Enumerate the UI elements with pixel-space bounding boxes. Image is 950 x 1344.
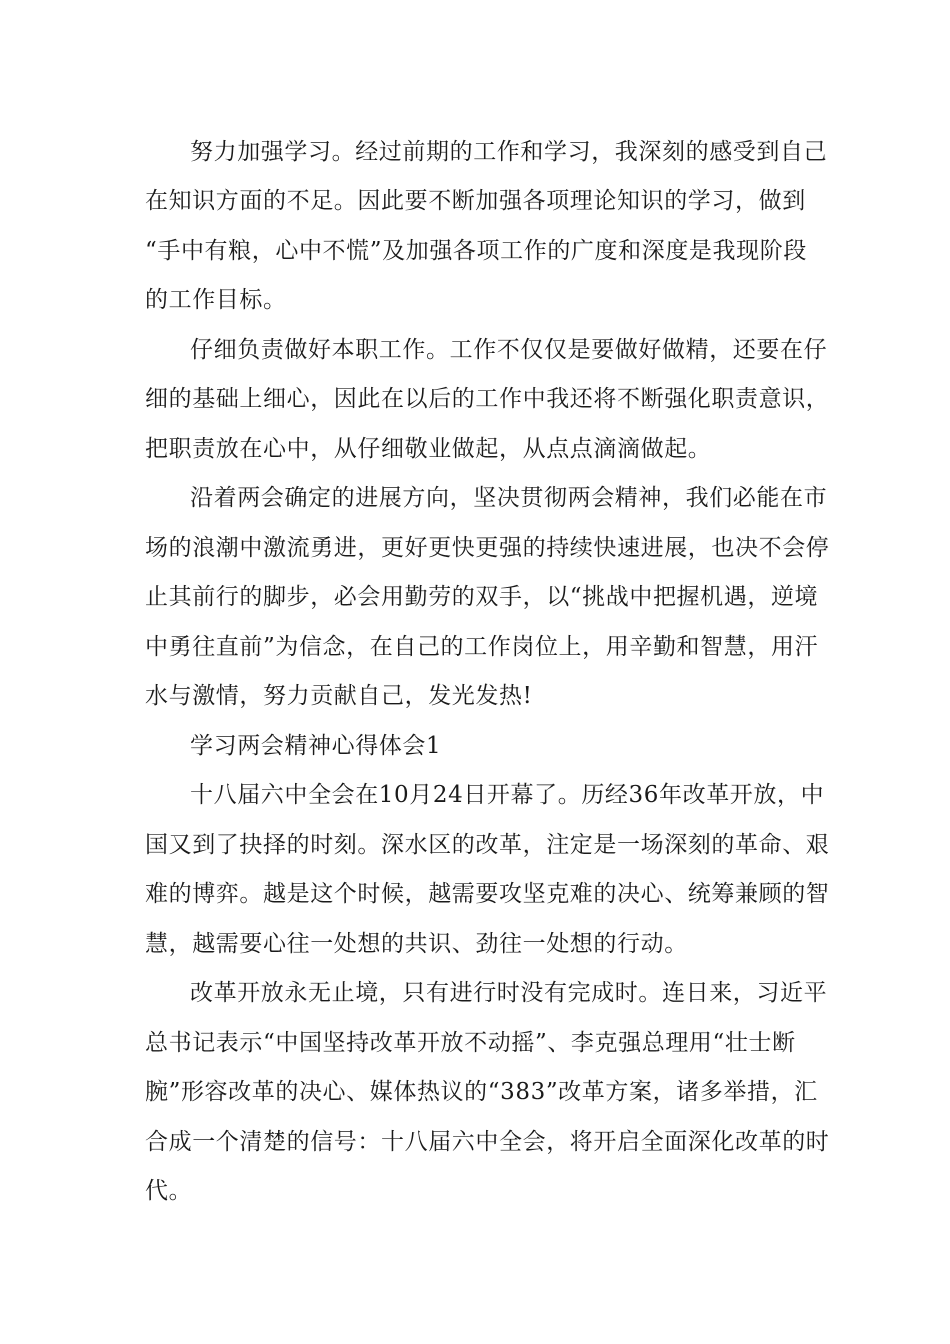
- paragraph-line: 场的浪潮中激流勇进，更好更快更强的持续快速进展，也决不会停: [145, 535, 830, 561]
- paragraph-line: 止其前行的脚步，必会用勤劳的双手，以“挑战中把握机遇，逆境: [145, 584, 819, 610]
- paragraph-line: 中勇往直前”为信念，在自己的工作岗位上，用辛勤和智慧，用汗: [145, 634, 819, 660]
- paragraph-line: 总书记表示“中国坚持改革开放不动摇”、李克强总理用“壮士断: [145, 1030, 796, 1056]
- paragraph-line: 把职责放在心中，从仔细敬业做起，从点点滴滴做起。: [145, 436, 712, 462]
- paragraph-line: 慧，越需要心往一处想的共识、劲往一处想的行动。: [145, 931, 688, 957]
- paragraph-line: 十八届六中全会在10月24日开幕了。历经36年改革开放，中: [190, 782, 825, 808]
- paragraph-line: 沿着两会确定的进展方向，坚决贯彻两会精神，我们必能在市: [190, 485, 828, 511]
- paragraph-line: 代。: [145, 1178, 193, 1204]
- paragraph-line: 难的博弈。越是这个时候，越需要攻坚克难的决心、统筹兼顾的智: [145, 881, 830, 907]
- section-heading: 学习两会精神心得体会1: [190, 733, 442, 759]
- paragraph-line: “手中有粮，心中不慌”及加强各项工作的广度和深度是我现阶段: [145, 238, 807, 264]
- paragraph-line: 的工作目标。: [145, 287, 287, 313]
- paragraph-line: 在知识方面的不足。因此要不断加强各项理论知识的学习，做到: [145, 188, 806, 214]
- paragraph-line: 水与激情，努力贡献自己，发光发热!: [145, 683, 533, 709]
- paragraph-line: 仔细负责做好本职工作。工作不仅仅是要做好做精，还要在仔: [190, 337, 828, 363]
- paragraph-line: 努力加强学习。经过前期的工作和学习，我深刻的感受到自己: [190, 139, 828, 165]
- paragraph-line: 合成一个清楚的信号：十八届六中全会，将开启全面深化改革的时: [145, 1129, 830, 1155]
- paragraph-line: 腕”形容改革的决心、媒体热议的“383”改革方案，诸多举措，汇: [145, 1079, 818, 1105]
- paragraph-line: 国又到了抉择的时刻。深水区的改革，注定是一场深刻的革命、艰: [145, 832, 830, 858]
- paragraph-line: 改革开放永无止境，只有进行时没有完成时。连日来，习近平: [190, 980, 828, 1006]
- paragraph-line: 细的基础上细心，因此在以后的工作中我还将不断强化职责意识，: [145, 386, 830, 412]
